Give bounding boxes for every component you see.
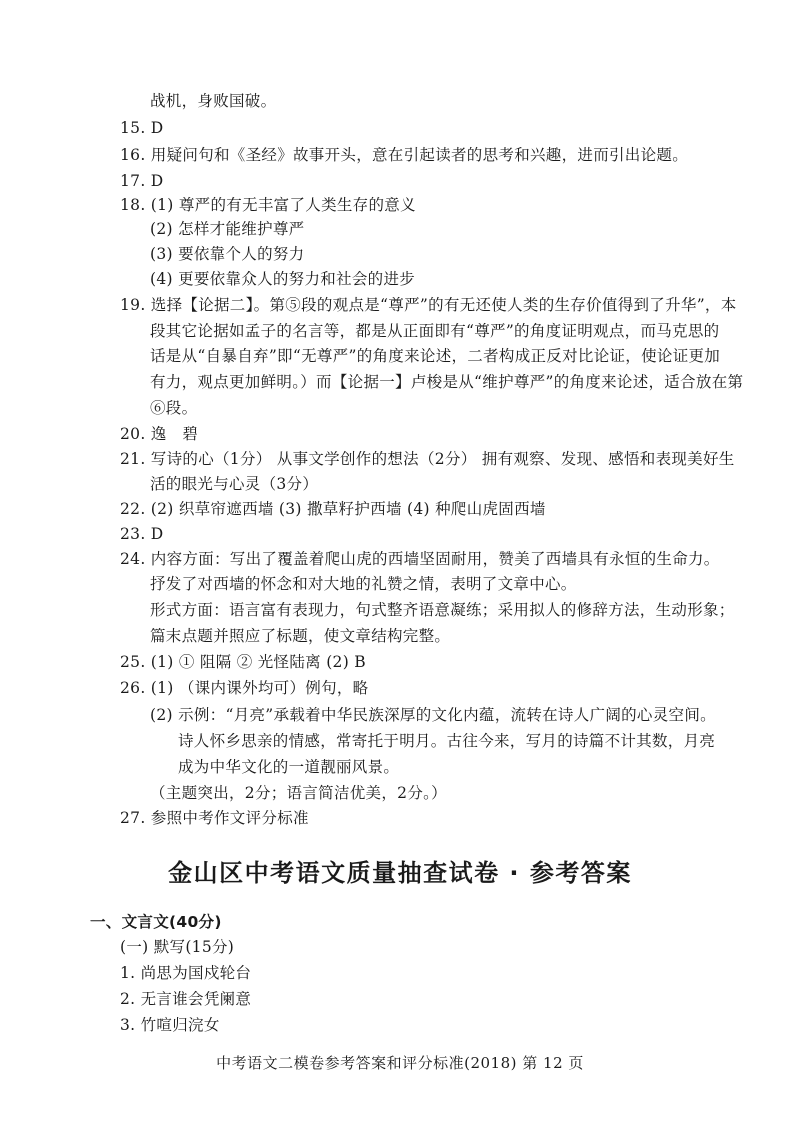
page-footer: 中考语文二模卷参考答案和评分标准(2018) 第 12 页 (216, 1054, 584, 1072)
answer-26-2-cont: 诗人怀乡思亲的情感，常寄托于明月。古往今来，写月的诗篇不计其数，月亮 (178, 732, 716, 750)
answer-18-3: (3) 要依靠个人的努力 (150, 245, 305, 263)
subsection-heading: (一) 默写(15分) (120, 938, 235, 956)
answer-17: 17. D (120, 172, 164, 190)
answer-24: 24. 内容方面：写出了覆盖着爬山虎的西墙坚固耐用，赞美了西墙具有永恒的生命力。 (120, 550, 720, 568)
answer-19-cont: 段其它论据如孟子的名言等，都是从正面即有“尊严”的角度证明观点，而马克思的 (150, 322, 720, 340)
answer-26-2-cont: 成为中华文化的一道靓丽风景。 (178, 758, 400, 776)
section-title: 金山区中考语文质量抽查试卷 · 参考答案 (168, 859, 632, 887)
answer-21: 21. 写诗的心（1分） 从事文学创作的想法（2分） 拥有观察、发现、感悟和表现美好生 (120, 450, 735, 468)
answer-16: 16. 用疑问句和《圣经》故事开头，意在引起读者的思考和兴趣，进而引出论题。 (120, 146, 688, 164)
answer-19-cont: 有力，观点更加鲜明。）而【论据一】卢梭是从“维护尊严”的角度来论述，适合放在第 (150, 373, 744, 391)
answer-15: 15. D (120, 119, 164, 137)
section-heading: 一、文言文(40分) (90, 913, 222, 931)
answer-22: 22. (2) 织草帘遮西墙 (3) 撒草籽护西墙 (4) 种爬山虎固西墙 (120, 500, 546, 518)
answer-24-cont: 抒发了对西墙的怀念和对大地的礼赞之情，表明了文章中心。 (150, 575, 577, 593)
answer-19: 19. 选择【论据二】。第⑤段的观点是“尊严”的有无还使人类的生存价值得到了升华”，本 (120, 296, 737, 314)
answer-25: 25. (1) ① 阻隔 ② 光怪陆离 (2) B (120, 653, 366, 671)
answer-new-2: 2. 无言谁会凭阑意 (120, 990, 252, 1008)
answer-24-cont: 篇末点题并照应了标题，使文章结构完整。 (150, 627, 451, 645)
answer-23: 23. D (120, 525, 164, 543)
answer-26-2: (2) 示例：“月亮”承载着中华民族深厚的文化内蕴，流转在诗人广阔的心灵空间。 (150, 706, 716, 724)
answer-new-1: 1. 尚思为国戍轮台 (120, 964, 252, 982)
answer-line: 战机，身败国破。 (150, 92, 277, 110)
answer-18-2: (2) 怎样才能维护尊严 (150, 220, 305, 238)
answer-26: 26. (1) （课内课外均可）例句，略 (120, 679, 369, 697)
answer-21-cont: 活的眼光与心灵（3分） (150, 475, 319, 493)
answer-18-4: (4) 更要依靠众人的努力和社会的进步 (150, 270, 416, 288)
answer-18: 18. (1) 尊严的有无丰富了人类生存的意义 (120, 196, 416, 214)
answer-24-cont: 形式方面：语言富有表现力，句式整齐语意凝练；采用拟人的修辞方法，生动形象； (150, 601, 735, 619)
answer-19-cont: 话是从“自暴自弃”即“无尊严”的角度来论述，二者构成正反对比论证，使论证更加 (150, 347, 721, 365)
answer-20: 20. 逸 碧 (120, 425, 199, 443)
answer-19-cont: ⑥段。 (150, 399, 198, 417)
answer-27: 27. 参照中考作文评分标准 (120, 809, 309, 827)
scoring-note: （主题突出，2分；语言简洁优美，2分。） (150, 784, 447, 802)
answer-new-3: 3. 竹喧归浣女 (120, 1016, 220, 1034)
